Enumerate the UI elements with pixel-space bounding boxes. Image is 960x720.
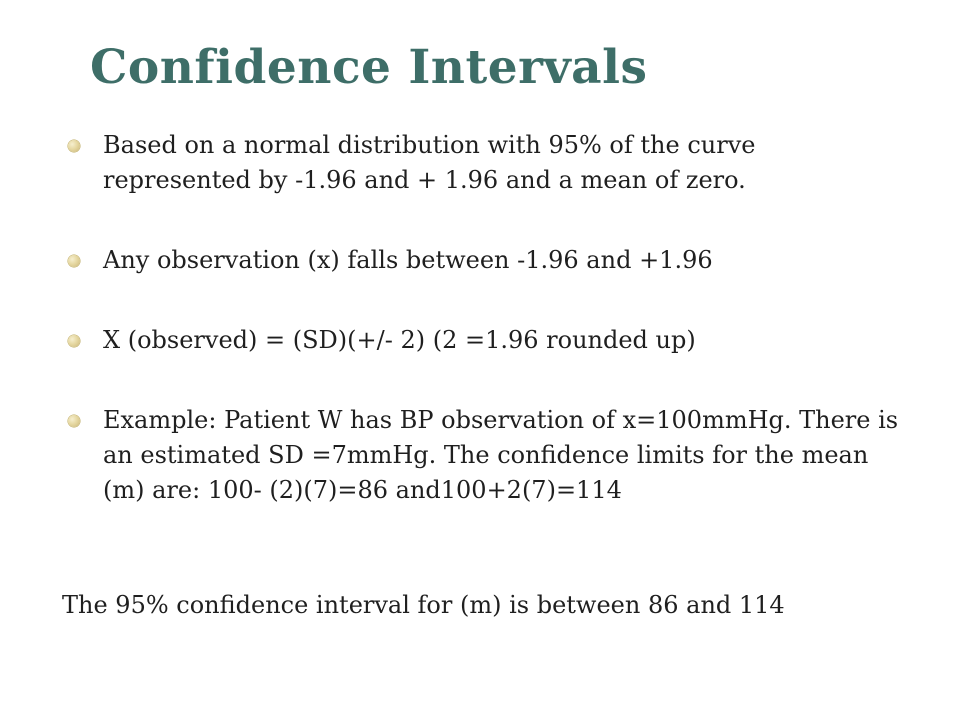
bullet-dot-icon: [68, 335, 80, 347]
bullet-item: [62, 323, 902, 358]
conclusion-text: The 95% confidence interval for (m) is between 86 and 114: [62, 591, 785, 619]
bullet-text: Example: Patient W has BP observation of x=100mmHg. There is an estimated SD =7mmHg. The confidence limits for the mean (m) are: 100- (2)(7)=86 and100+2(7)=114: [103, 406, 899, 504]
bullet-dot-icon: [68, 255, 80, 267]
bullet-text: X (observed) = (SD)(+/- 2) (2 =1.96 rounded up): [103, 326, 696, 354]
bullet-item: [62, 243, 902, 278]
bullet-list: [62, 128, 902, 508]
slide-title: Confidence Intervals: [90, 40, 648, 95]
bullet-text: Any observation (x) falls between -1.96 and +1.96: [103, 246, 713, 274]
bullet-dot-icon: [68, 140, 80, 152]
bullet-dot-icon: [68, 415, 80, 427]
bullet-item: [62, 403, 902, 508]
bullet-item: [62, 128, 902, 198]
bullet-text: Based on a normal distribution with 95% of the curve represented by -1.96 and + 1.96 and a mean of zero.: [103, 131, 756, 194]
